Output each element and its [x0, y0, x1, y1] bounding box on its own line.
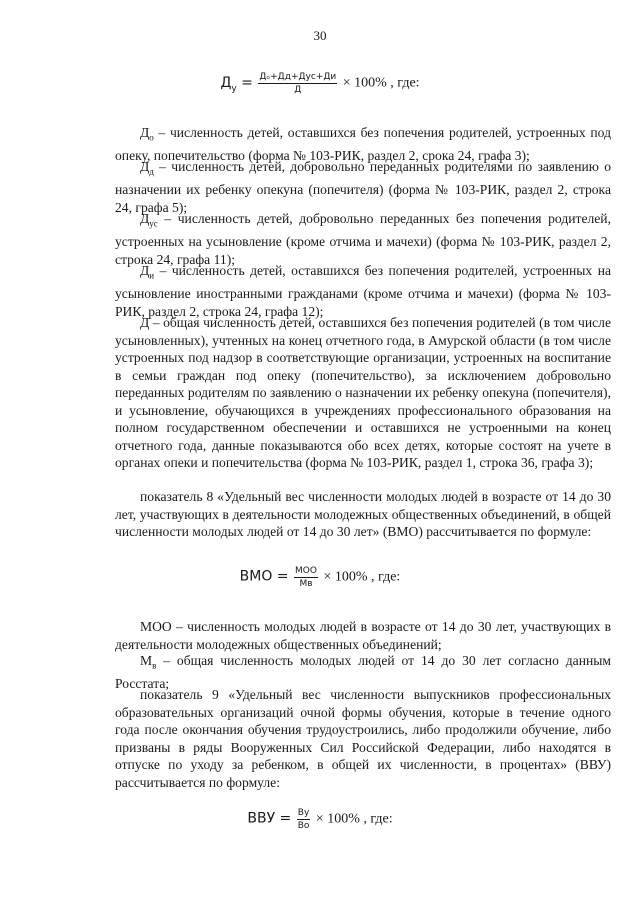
formula-vmo-fraction: [294, 566, 318, 589]
formula-vmo-numerator: МОО: [295, 566, 317, 576]
formula-vvu-fraction: [297, 808, 311, 831]
definition-d-o: $Д_о$ – численность детей, оставшихся без попечения родителей, устроенных под опеку, попечительство (форма № 103-РИК, раздел 2, срока 24, графа 3);: [115, 125, 611, 164]
formula-vvu-numerator: Ву: [297, 808, 310, 818]
formula-du: [0, 72, 640, 95]
formula-vvu-denominator: Во: [297, 821, 310, 831]
page-number: 30: [313, 28, 327, 43]
indicator-8-text: показатель 8 «Удельный вес численности молодых людей в возрасте от 14 до 30 лет, участвующих в деятельности молодежных общественных объединений, в общей численности молодых людей от 14 до 30 лет» (ВМО) рассчитывается по формуле:: [115, 489, 611, 539]
formula-du-fraction: [258, 72, 337, 95]
formula-vvu-lhs: ВВУ =: [247, 810, 292, 827]
formula-du-denominator: Д: [294, 85, 302, 95]
definition-moo: МОО – численность молодых людей в возрасте от 14 до 30 лет, участвующих в деятельности молодежных общественных объединений;: [115, 619, 611, 652]
formula-vmo-lhs: ВМО =: [239, 568, 289, 585]
definition-d-total: Д – общая численность детей, оставшихся без попечения родителей (в том числе усыновленных), учтенных на конец отчетного года, в Амурской области (в том числе устроенных под надзор в соответствующие организации, устроенных на воспитание в семьи граждан под опеку (попечительство), за исключением добровольно переданных родителям по заявлению о назначении их ребенку опекуна (попечителя), и усыновление, обучающихся в учреждениях профессионального образования на полном государственном обеспечении и оставшихся не устроенными на конец отчетного года, данные показываются обо всех детях, которые состоят на учете в органах опеки и попечительства (форма № 103-РИК, раздел 1, строка 36, графа 3);: [115, 315, 611, 470]
formula-du-lhs: $Д_у$ =: [220, 74, 253, 94]
definition-d-us: $Д_{ус}$ – численность детей, добровольно переданных без попечения родителей, устроенных на усыновление (кроме отчима и мачехи) (форма № 103-РИК, раздел 2, строка 24, графа 11);: [115, 211, 611, 267]
definition-d-i: $Д_и$ – численность детей, оставшихся без попечения родителей, устроенных на усыновление иностранными гражданами (кроме отчима и мачехи) (форма № 103-РИК, раздел 2, строка 24, графа 12);: [115, 263, 611, 319]
formula-vvu-rhs: × 100% , где:: [315, 811, 393, 827]
indicator-9-text: показатель 9 «Удельный вес численности выпускников профессиональных образовательных организаций очной формы обучения, которые в течение одного года после окончания обучения трудоустроились, либо продолжили обучение, либо призваны в ряды Вооруженных Сил Российской Федерации, либо находятся в отпуске по уходу за ребенком, в общей их численности, в процентах» (ВВУ) рассчитывается по формуле:: [115, 687, 611, 790]
definition-mv: $М_в$ – общая численность молодых людей от 14 до 30 лет согласно данным Росстата;: [115, 653, 611, 692]
formula-vmo: [0, 566, 640, 589]
formula-du-rhs: × 100% , где:: [342, 75, 420, 91]
formula-vvu: [0, 808, 640, 831]
formula-vmo-denominator: Мв: [299, 579, 313, 589]
formula-du-numerator: Дₒ+Дд+Дус+Ди: [259, 72, 337, 82]
formula-vmo-rhs: × 100% , где:: [323, 569, 401, 585]
definition-d-d: $Д_д$ – численность детей, добровольно переданных родителями по заявлению о назначении их ребенку опекуна (попечителя) (форма № 103-РИК, раздел 2, строка 24, графа 5);: [115, 159, 611, 215]
